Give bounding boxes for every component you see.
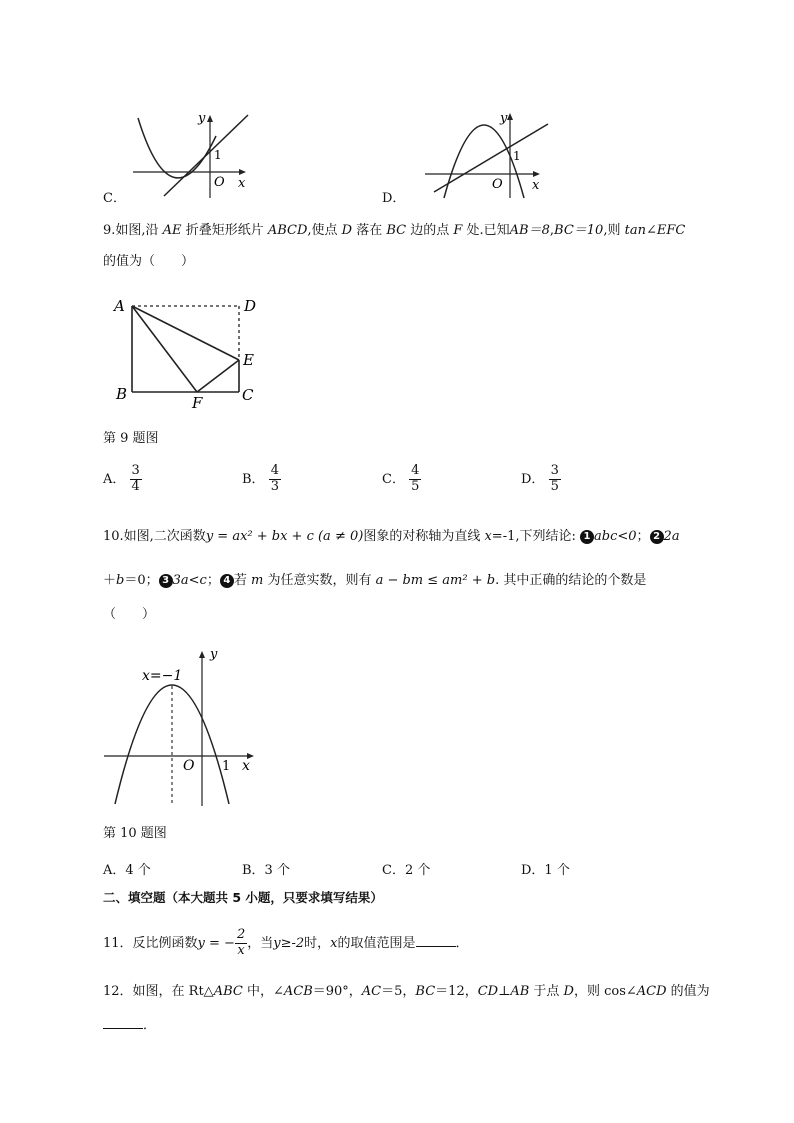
q10-option-d[interactable]: D．1 个 — [521, 863, 570, 878]
y-label: y — [198, 111, 206, 126]
q11-stem: 11．反比例函数y = − $\frac{2}{x}$ ，当y≥-2时，x的取值范围是 ． — [103, 927, 469, 958]
q10-stem-line3: （ ） — [103, 607, 156, 622]
q12-stem-line2: ． — [103, 1016, 156, 1034]
point-c-label: C — [242, 386, 254, 404]
parabola — [115, 685, 229, 804]
point-f-label: F — [192, 394, 203, 412]
y-label: y — [210, 647, 218, 662]
point-e-label: E — [243, 351, 254, 369]
segment-af — [132, 306, 197, 392]
origin-label: O — [214, 175, 225, 190]
q9-stem-line1: 9.如图,沿 AE 折叠矩形纸片 ABCD,使点 D 落在 BC 边的点 F 处.已知AB＝8,BC＝10,则 tan∠EFC — [103, 223, 686, 238]
q10-option-c[interactable]: C．2 个 — [382, 863, 431, 878]
x-label: x — [242, 758, 250, 774]
parabola — [138, 118, 216, 178]
section-2-heading: 二、填空题（本大题共 5 小题，只要求填写结果） — [103, 890, 383, 905]
y-axis-arrow — [199, 651, 205, 658]
point-b-label: B — [116, 385, 128, 403]
x-label: x — [238, 176, 246, 191]
q10-figure — [100, 646, 265, 811]
option-d-label: D． — [382, 191, 406, 206]
segment-fe — [197, 360, 239, 392]
q9-option-b[interactable]: B． $\frac{4}{3}$ — [242, 463, 279, 494]
conclusion-2-mark: 2 — [650, 530, 664, 544]
q9-figure — [108, 290, 268, 412]
point-d-label: D — [244, 297, 257, 315]
one-label: 1 — [214, 148, 222, 162]
x-label: x — [532, 178, 540, 193]
option-d-graph — [420, 108, 555, 202]
q9-option-c[interactable]: C． $\frac{4}{5}$ — [382, 463, 420, 494]
q11-answer-blank[interactable] — [416, 934, 456, 947]
symmetry-axis-label: x=−1 — [142, 668, 183, 684]
origin-label: O — [492, 177, 503, 192]
origin-label: O — [183, 758, 195, 774]
q9-caption: 第 9 题图 — [103, 431, 159, 446]
one-label: 1 — [513, 149, 521, 163]
fold-ae — [132, 306, 239, 360]
q12-answer-blank[interactable] — [103, 1016, 143, 1029]
y-label: y — [500, 111, 508, 126]
option-c-graph — [128, 110, 258, 202]
q10-option-a[interactable]: A．4 个 — [103, 863, 151, 878]
y-axis-arrow — [207, 115, 213, 122]
line — [434, 124, 548, 192]
q9-stem-line2: 的值为（ ） — [103, 254, 195, 269]
conclusion-4-mark: 4 — [220, 574, 234, 588]
option-c-label: C． — [103, 191, 126, 206]
x-axis-arrow — [239, 169, 246, 175]
conclusion-1-mark: 1 — [580, 530, 594, 544]
one-label: 1 — [222, 759, 231, 774]
q10-option-b[interactable]: B．3 个 — [242, 863, 290, 878]
q10-caption: 第 10 题图 — [103, 826, 167, 841]
q12-stem-line1: 12．如图，在 Rt△ABC 中，∠ACB＝90°，AC＝5，BC＝12，CD⊥AB 于点 D，则 cos∠ACD 的值为 — [103, 984, 710, 999]
point-a-label: A — [114, 297, 125, 315]
q9-option-a[interactable]: A． $\frac{3}{4}$ — [103, 463, 140, 494]
q9-option-d[interactable]: D． $\frac{3}{5}$ — [521, 463, 559, 494]
y-axis-arrow — [507, 113, 513, 120]
q10-stem-line1: 10.如图,二次函数y = ax² + bx + c (a ≠ 0)图象的对称轴为直线 x=-1,下列结论: 1 abc<0； 2 2a — [103, 529, 680, 544]
x-axis-arrow — [533, 171, 540, 177]
line — [164, 115, 248, 196]
q10-stem-line2: ＋b＝0； 3 3a<c； 4 若 m 为任意实数，则有 a − bm ≤ am² + b. 其中正确的结论的个数是 — [103, 573, 647, 588]
conclusion-3-mark: 3 — [159, 574, 173, 588]
